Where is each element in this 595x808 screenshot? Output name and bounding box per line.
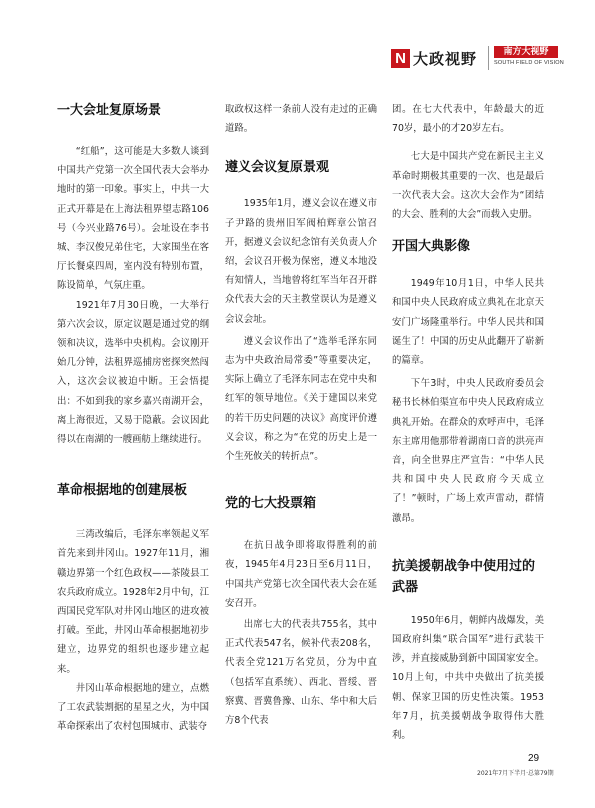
text-column-2 — [225, 100, 377, 730]
paragraph: 1921年7月30日晚，一大举行第六次会议，原定议题是通过党的纲领和决议，选举中央机构。会议刚开始几分钟，法租界巡捕房密探突然闯入，这次会议被迫中断。王会悟提出：不如到我的家乡嘉兴南湖开会，离上海很近，又易于隐蔽。会议因此得以在南湖的一艘画舫上继续进行。 — [57, 299, 209, 446]
column-badge: 南方大视野 — [494, 46, 558, 58]
paragraph: 三湾改编后，毛泽东率领起义军首先来到井冈山。1927年11月，湘赣边界第一个红色政权——茶陵县工农兵政府成立。1928年2月中旬，江西国民党军队对井冈山地区的进攻被打破。至此，井冈山革命根据地初步建立，边界党的组织也逐步建立起来。 — [57, 529, 209, 675]
section-heading: 革命根据地的创建展板 — [57, 483, 188, 499]
brand-divider — [488, 46, 489, 70]
paragraph: 1935年1月，遵义会议在遵义市子尹路的贵州旧军阀柏辉章公馆召开，据遵义会议纪念馆有关负责人介绍，会议召开极为保密，遵义本地没有知情人，当地曾将红军当年召开群众代表大会的天主教堂误认为是遵义会议会址。 — [225, 198, 377, 325]
paragraph: 在抗日战争即将取得胜利的前夜，1945年4月23日至6月11日，中国共产党第七次全国代表大会在延安召开。 — [225, 540, 377, 609]
paragraph: 七大是中国共产党在新民主主义革命时期极其重要的一次、也是最后一次代表大会。这次大会作为“团结的大会、胜利的大会”而载入史册。 — [392, 151, 544, 221]
section-heading: 开国大典影像 — [392, 239, 471, 255]
paragraph: 出席七大的代表共755名，其中正式代表547名，候补代表208名，代表全党121万名党员，分为中直（包括军直系统）、西北、晋绥、晋察冀、晋冀鲁豫、山东、华中和大后方8个代表 — [225, 619, 377, 727]
section-heading: 一大会址复原场景 — [57, 103, 162, 118]
masthead — [391, 46, 564, 72]
paragraph: 井冈山革命根据地的建立，点燃了工农武装割据的星星之火，为中国革命探索出了农村包围城市、武装夺 — [57, 682, 209, 733]
paragraph: 下午3时，中央人民政府委员会秘书长林伯渠宣布中央人民政府成立典礼开始。在群众的欢呼声中，毛泽东主席用他那带着湖南口音的洪亮声音，向全世界庄严宣告：“中华人民共和国中央人民政府今天成立了！”顿时，广场上欢声雷动，群情激昂。 — [392, 378, 544, 524]
paragraph: 1950年6月，朝鲜内战爆发，美国政府纠集“联合国军”进行武装干涉，并直接威胁到新中国国家安全。10月上旬，中共中央做出了抗美援朝、保家卫国的历史性决策。1953年7月，抗美援朝战争取得伟大胜利。 — [392, 614, 544, 742]
column-english-name: SOUTH FIELD OF VISION — [494, 60, 564, 66]
section-heading: 抗美援朝战争中使用过的武器 — [392, 558, 536, 595]
page-number: 29 — [528, 753, 540, 764]
brand-name: 大政视野 — [413, 50, 478, 68]
paragraph: 遵义会议作出了“选举毛泽东同志为中央政治局常委”等重要决定，实际上确立了毛泽东同志在党中央和红军的领导地位。《关于建国以来党的若干历史问题的决议》高度评价遵义会议，称之为“在党的历史上是一个生死攸关的转折点”。 — [225, 335, 377, 463]
text-column-1 — [57, 100, 209, 736]
issue-info: 2021年7月下半月·总第79期 — [477, 770, 554, 777]
brand-logo: N — [391, 49, 410, 68]
text-column-3 — [392, 100, 544, 745]
paragraph-continued: 团。在七大代表中，年龄最大的近70岁，最小的才20岁左右。 — [392, 104, 544, 135]
section-heading: 遵义会议复原景观 — [225, 160, 330, 176]
paragraph: “红船”，这可能是大多数人谈到中国共产党第一次全国代表大会举办地时的第一印象。事实上，中共一大正式开幕是在上海法租界望志路106号（今兴业路76号）。会址设在李书城、李汉俊兄弟住宅，大家围坐在客厅长餐桌四周，室内没有特别布置，陈设简单，气氛庄重。 — [57, 146, 209, 292]
paragraph-continued: 取政权这样一条前人没有走过的正确道路。 — [225, 104, 377, 135]
paragraph: 1949年10月1日，中华人民共和国中央人民政府成立典礼在北京天安门广场隆重举行。中华人民共和国诞生了！中国的历史从此翻开了崭新的篇章。 — [392, 278, 544, 367]
section-heading: 党的七大投票箱 — [225, 496, 317, 512]
